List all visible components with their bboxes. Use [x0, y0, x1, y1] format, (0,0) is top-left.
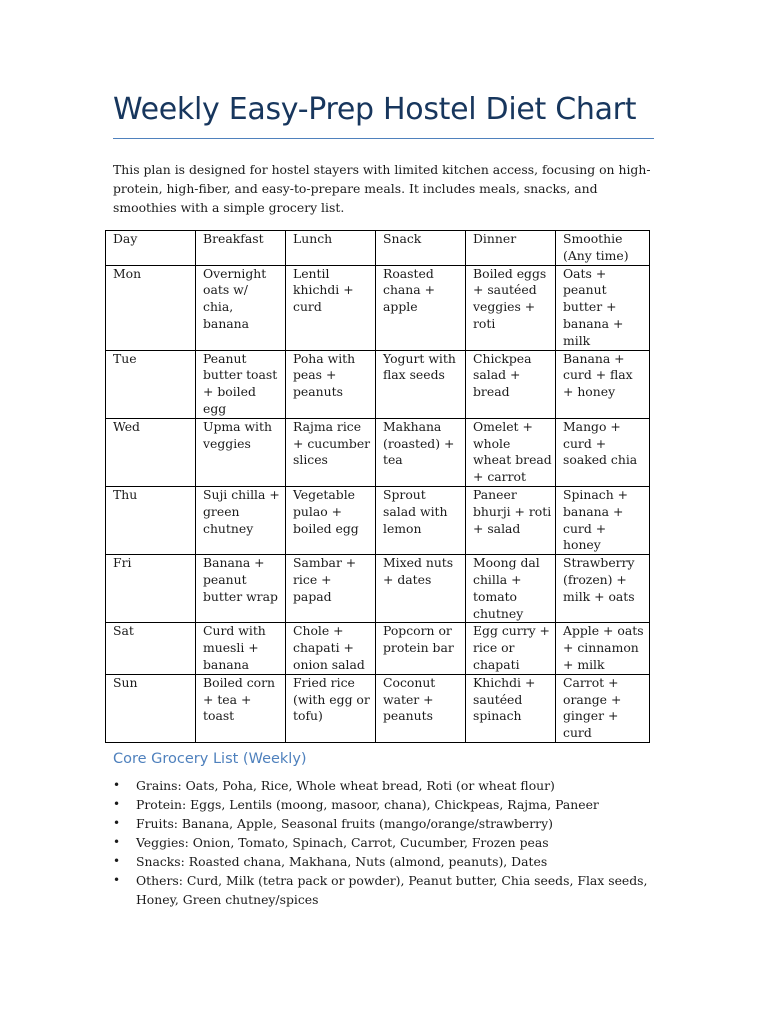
- cell-snack: Sprout salad with lemon: [376, 486, 466, 554]
- cell-lunch: Sambar + rice + papad: [286, 555, 376, 623]
- table-header-row: [106, 231, 650, 266]
- table-row: [106, 265, 650, 350]
- cell-smoothie: Spinach + banana + curd + honey: [556, 486, 650, 554]
- cell-snack: Coconut water + peanuts: [376, 674, 466, 742]
- cell-smoothie: Banana + curd + flax + honey: [556, 350, 650, 418]
- cell-breakfast: Suji chilla + green chutney: [196, 486, 286, 554]
- cell-breakfast: Banana + peanut butter wrap: [196, 555, 286, 623]
- cell-dinner: Paneer bhurji + roti + salad: [466, 486, 556, 554]
- grocery-list: [113, 776, 658, 909]
- grocery-item-text: Snacks: Roasted chana, Makhana, Nuts (almond, peanuts), Dates: [136, 854, 548, 869]
- list-item: [113, 833, 658, 852]
- table-row: [106, 623, 650, 674]
- cell-breakfast: Overnight oats w/ chia, banana: [196, 265, 286, 350]
- header-smoothie: Smoothie (Any time): [556, 231, 650, 266]
- cell-snack: Yogurt with flax seeds: [376, 350, 466, 418]
- intro-paragraph: This plan is designed for hostel stayers with limited kitchen access, focusing on high-protein, high-fiber, and easy-to-prepare meals. It includes meals, snacks, and smoothies with a simple grocery list.: [113, 162, 651, 215]
- table-row: [106, 350, 650, 418]
- bullet-icon: •: [113, 854, 121, 868]
- cell-lunch: Fried rice (with egg or tofu): [286, 674, 376, 742]
- table-row: [106, 674, 650, 742]
- list-item: [113, 852, 658, 871]
- cell-lunch: Lentil khichdi + curd: [286, 265, 376, 350]
- cell-smoothie: Apple + oats + cinnamon + milk: [556, 623, 650, 674]
- bullet-icon: •: [113, 835, 121, 849]
- bullet-icon: •: [113, 873, 121, 887]
- table-row: [106, 486, 650, 554]
- bullet-icon: •: [113, 797, 121, 811]
- table-row: [106, 555, 650, 623]
- cell-breakfast: Curd with muesli + banana: [196, 623, 286, 674]
- grocery-item-text: Others: Curd, Milk (tetra pack or powder), Peanut butter, Chia seeds, Flax seeds, Honey, Green chutney/spices: [136, 873, 648, 907]
- cell-dinner: Khichdi + sautéed spinach: [466, 674, 556, 742]
- diet-table: [105, 230, 650, 743]
- table-row: [106, 418, 650, 486]
- cell-snack: Popcorn or protein bar: [376, 623, 466, 674]
- cell-lunch: Rajma rice + cucumber slices: [286, 418, 376, 486]
- cell-smoothie: Carrot + orange + ginger + curd: [556, 674, 650, 742]
- cell-dinner: Egg curry + rice or chapati: [466, 623, 556, 674]
- cell-day: Tue: [106, 350, 196, 418]
- bullet-icon: •: [113, 816, 121, 830]
- header-day: Day: [106, 231, 196, 266]
- list-item: [113, 776, 658, 795]
- cell-day: Fri: [106, 555, 196, 623]
- cell-lunch: Chole + chapati + onion salad: [286, 623, 376, 674]
- cell-dinner: Chickpea salad + bread: [466, 350, 556, 418]
- cell-dinner: Boiled eggs + sautéed veggies + roti: [466, 265, 556, 350]
- page-title: Weekly Easy-Prep Hostel Diet Chart: [113, 92, 637, 127]
- grocery-heading: Core Grocery List (Weekly): [113, 751, 307, 767]
- cell-dinner: Moong dal chilla + tomato chutney: [466, 555, 556, 623]
- grocery-item-text: Grains: Oats, Poha, Rice, Whole wheat bread, Roti (or wheat flour): [136, 778, 555, 793]
- title-underline: [113, 138, 654, 139]
- cell-breakfast: Peanut butter toast + boiled egg: [196, 350, 286, 418]
- cell-smoothie: Oats + peanut butter + banana + milk: [556, 265, 650, 350]
- list-item: [113, 814, 658, 833]
- bullet-icon: •: [113, 778, 121, 792]
- list-item: [113, 795, 658, 814]
- cell-lunch: Vegetable pulao + boiled egg: [286, 486, 376, 554]
- grocery-item-text: Veggies: Onion, Tomato, Spinach, Carrot, Cucumber, Frozen peas: [136, 835, 549, 850]
- cell-day: Sun: [106, 674, 196, 742]
- cell-day: Wed: [106, 418, 196, 486]
- grocery-item-text: Protein: Eggs, Lentils (moong, masoor, chana), Chickpeas, Rajma, Paneer: [136, 797, 599, 812]
- cell-smoothie: Strawberry (frozen) + milk + oats: [556, 555, 650, 623]
- cell-dinner: Omelet + whole wheat bread + carrot: [466, 418, 556, 486]
- header-snack: Snack: [376, 231, 466, 266]
- header-dinner: Dinner: [466, 231, 556, 266]
- cell-breakfast: Boiled corn + tea + toast: [196, 674, 286, 742]
- cell-lunch: Poha with peas + peanuts: [286, 350, 376, 418]
- grocery-item-text: Fruits: Banana, Apple, Seasonal fruits (mango/orange/strawberry): [136, 816, 553, 831]
- cell-snack: Roasted chana + apple: [376, 265, 466, 350]
- cell-smoothie: Mango + curd + soaked chia: [556, 418, 650, 486]
- cell-snack: Mixed nuts + dates: [376, 555, 466, 623]
- cell-day: Mon: [106, 265, 196, 350]
- cell-snack: Makhana (roasted) + tea: [376, 418, 466, 486]
- cell-breakfast: Upma with veggies: [196, 418, 286, 486]
- cell-day: Sat: [106, 623, 196, 674]
- list-item: [113, 871, 658, 909]
- header-breakfast: Breakfast: [196, 231, 286, 266]
- cell-day: Thu: [106, 486, 196, 554]
- header-lunch: Lunch: [286, 231, 376, 266]
